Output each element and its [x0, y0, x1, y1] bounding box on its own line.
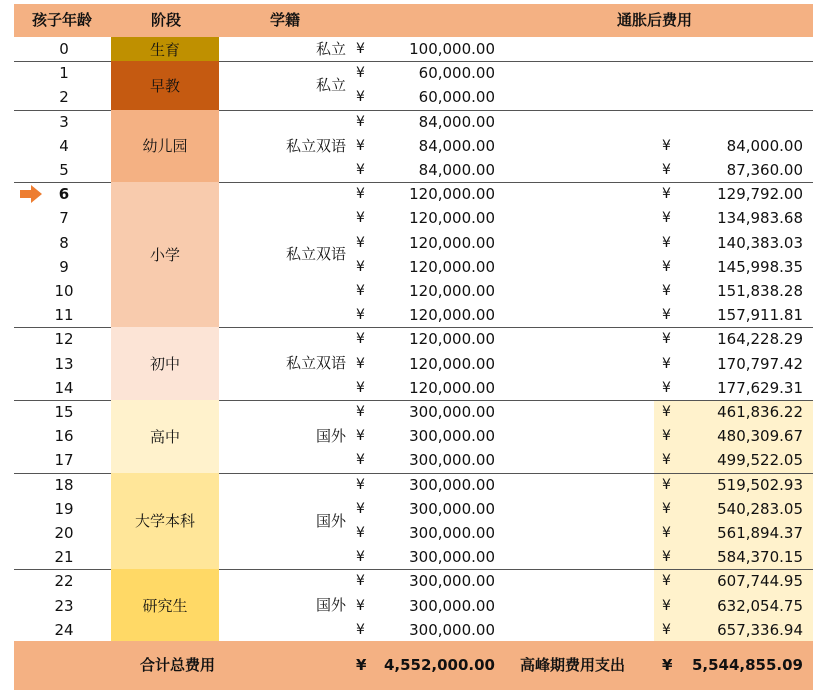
cost-cell: 300,000.00: [409, 572, 495, 591]
age-cell: 6: [58, 185, 70, 204]
currency-icon: ¥: [662, 331, 671, 348]
stage-cell: 小学: [111, 182, 219, 327]
age-cell: 15: [54, 403, 74, 421]
age-cell: 14: [54, 378, 74, 397]
age-cell: 18: [54, 475, 74, 494]
cost-cell: 120,000.00: [409, 257, 495, 276]
header-age: 孩子年龄: [32, 11, 93, 29]
inflated-cost-cell: 157,911.81: [717, 306, 803, 325]
currency-icon: ¥: [662, 186, 671, 203]
school-type-cell: 私立双语: [285, 354, 346, 373]
currency-icon: ¥: [662, 500, 671, 517]
age-cell: 20: [54, 524, 74, 542]
school-type-cell: 国外: [315, 511, 346, 530]
cost-cell: 120,000.00: [409, 282, 495, 300]
total-value: 4,552,000.00: [383, 656, 495, 674]
currency-icon: ¥: [662, 573, 671, 590]
inflated-cost-cell: 561,894.37: [717, 524, 803, 542]
currency-icon: ¥: [356, 307, 365, 324]
currency-icon: ¥: [662, 162, 671, 178]
currency-icon: ¥: [356, 428, 365, 445]
age-cell: 22: [54, 572, 74, 591]
age-cell: 8: [59, 233, 69, 252]
school-type-cell: 国外: [315, 596, 346, 615]
cost-cell: 300,000.00: [409, 548, 495, 567]
currency-icon: ¥: [356, 258, 365, 275]
currency-icon: ¥: [356, 162, 365, 178]
cost-cell: 300,000.00: [409, 475, 495, 494]
currency-icon: ¥: [662, 549, 671, 566]
currency-icon: ¥: [356, 452, 365, 469]
stage-cell: 研究生: [111, 569, 219, 642]
age-cell: 12: [54, 330, 74, 349]
currency-icon: ¥: [662, 137, 671, 154]
inflated-cost-cell: 480,309.67: [717, 427, 803, 446]
cost-cell: 84,000.00: [418, 136, 495, 155]
cost-cell: 100,000.00: [409, 40, 495, 58]
inflated-cost-cell: 499,522.05: [717, 451, 803, 470]
footer-currency-icon: ¥: [356, 656, 367, 674]
inflated-cost-cell: 540,283.05: [717, 499, 803, 518]
inflated-cost-cell: 151,838.28: [717, 282, 803, 300]
inflated-cost-cell: 607,744.95: [717, 572, 803, 591]
currency-icon: ¥: [662, 355, 671, 372]
age-cell: 21: [54, 548, 74, 567]
currency-icon: ¥: [662, 307, 671, 324]
cost-cell: 120,000.00: [409, 306, 495, 325]
currency-icon: ¥: [662, 404, 671, 420]
peak-value: 5,544,855.09: [691, 656, 803, 674]
currency-icon: ¥: [356, 210, 365, 227]
currency-icon: ¥: [356, 355, 365, 372]
school-type-cell: 私立双语: [285, 245, 346, 264]
age-cell: 9: [59, 257, 69, 276]
stage-cell: 高中: [111, 400, 219, 473]
age-cell: 23: [54, 596, 74, 615]
inflated-cost-cell: 140,383.03: [717, 233, 803, 252]
currency-icon: ¥: [356, 41, 365, 57]
inflated-cost-cell: 461,836.22: [717, 403, 803, 421]
peak-label: 高峰期费用支出: [520, 656, 626, 674]
currency-icon: ¥: [356, 549, 365, 566]
currency-icon: ¥: [662, 525, 671, 541]
cost-cell: 120,000.00: [409, 209, 495, 228]
age-cell: 13: [54, 354, 74, 373]
header-school-type: 学籍: [270, 11, 301, 29]
school-type-cell: 私立: [315, 40, 346, 58]
age-cell: 4: [59, 136, 69, 155]
currency-icon: ¥: [356, 89, 365, 106]
currency-icon: ¥: [662, 428, 671, 445]
total-label: 合计总费用: [140, 656, 216, 674]
currency-icon: ¥: [356, 500, 365, 517]
currency-icon: ¥: [356, 113, 365, 130]
currency-icon: ¥: [356, 525, 365, 541]
currency-icon: ¥: [662, 258, 671, 275]
currency-icon: ¥: [662, 597, 671, 614]
currency-icon: ¥: [662, 234, 671, 251]
inflated-cost-cell: 657,336.94: [717, 620, 803, 639]
current-row-arrow-icon: [20, 185, 42, 203]
stage-cell: 初中: [111, 327, 219, 400]
cost-cell: 120,000.00: [409, 233, 495, 252]
cost-cell: 300,000.00: [409, 524, 495, 542]
stage-cell: 幼儿园: [111, 110, 219, 183]
header-stage: 阶段: [151, 11, 182, 29]
currency-icon: ¥: [356, 331, 365, 348]
currency-icon: ¥: [356, 379, 365, 396]
age-cell: 7: [59, 209, 69, 228]
inflated-cost-cell: 145,998.35: [717, 257, 803, 276]
currency-icon: ¥: [356, 234, 365, 251]
school-type-cell: 国外: [315, 427, 346, 445]
cost-cell: 120,000.00: [409, 330, 495, 349]
currency-icon: ¥: [662, 452, 671, 469]
age-cell: 11: [54, 306, 74, 325]
age-cell: 19: [54, 499, 74, 518]
currency-icon: ¥: [356, 137, 365, 154]
inflated-cost-cell: 129,792.00: [717, 185, 803, 204]
age-cell: 2: [59, 88, 69, 107]
cost-cell: 300,000.00: [409, 451, 495, 470]
stage-cell: 早教: [111, 61, 219, 109]
age-cell: 1: [59, 64, 69, 83]
cost-cell: 300,000.00: [409, 403, 495, 421]
age-cell: 17: [54, 451, 74, 470]
currency-icon: ¥: [356, 404, 365, 420]
currency-icon: ¥: [356, 186, 365, 203]
header-inflated-cost: 通胀后费用: [617, 11, 693, 29]
currency-icon: ¥: [356, 283, 365, 299]
peak-currency-icon: ¥: [662, 656, 673, 674]
stage-cell: 生育: [111, 37, 219, 61]
cost-cell: 300,000.00: [409, 499, 495, 518]
inflated-cost-cell: 632,054.75: [717, 596, 803, 615]
currency-icon: ¥: [356, 573, 365, 590]
cost-cell: 120,000.00: [409, 378, 495, 397]
age-cell: 5: [59, 161, 69, 179]
cost-cell: 84,000.00: [418, 161, 495, 179]
inflated-cost-cell: 177,629.31: [717, 378, 803, 397]
inflated-cost-cell: 519,502.93: [717, 475, 803, 494]
currency-icon: ¥: [356, 65, 365, 82]
cost-cell: 300,000.00: [409, 596, 495, 615]
inflated-cost-cell: 134,983.68: [717, 209, 803, 228]
inflated-cost-cell: 84,000.00: [726, 136, 803, 155]
age-cell: 0: [59, 40, 69, 58]
age-cell: 24: [54, 620, 74, 639]
inflated-cost-cell: 87,360.00: [726, 161, 803, 179]
inflated-cost-cell: 170,797.42: [717, 354, 803, 373]
currency-icon: ¥: [356, 476, 365, 493]
inflated-cost-cell: 164,228.29: [717, 330, 803, 349]
cost-cell: 60,000.00: [418, 64, 495, 83]
currency-icon: ¥: [662, 210, 671, 227]
footer-row: [14, 641, 813, 690]
cost-cell: 84,000.00: [418, 112, 495, 131]
currency-icon: ¥: [662, 379, 671, 396]
stage-cell: 大学本科: [111, 473, 219, 570]
inflated-cost-cell: 584,370.15: [717, 548, 803, 567]
header-row: [14, 4, 813, 37]
currency-icon: ¥: [662, 283, 671, 299]
currency-icon: ¥: [662, 476, 671, 493]
currency-icon: ¥: [356, 597, 365, 614]
cost-cell: 120,000.00: [409, 354, 495, 373]
cost-cell: 60,000.00: [418, 88, 495, 107]
age-cell: 3: [59, 112, 69, 131]
age-cell: 10: [54, 282, 74, 300]
currency-icon: ¥: [356, 621, 365, 638]
school-type-cell: 私立双语: [285, 136, 346, 155]
school-type-cell: 私立: [315, 76, 346, 95]
cost-cell: 300,000.00: [409, 427, 495, 446]
currency-icon: ¥: [662, 621, 671, 638]
age-cell: 16: [54, 427, 74, 446]
cost-cell: 300,000.00: [409, 620, 495, 639]
cost-cell: 120,000.00: [409, 185, 495, 204]
